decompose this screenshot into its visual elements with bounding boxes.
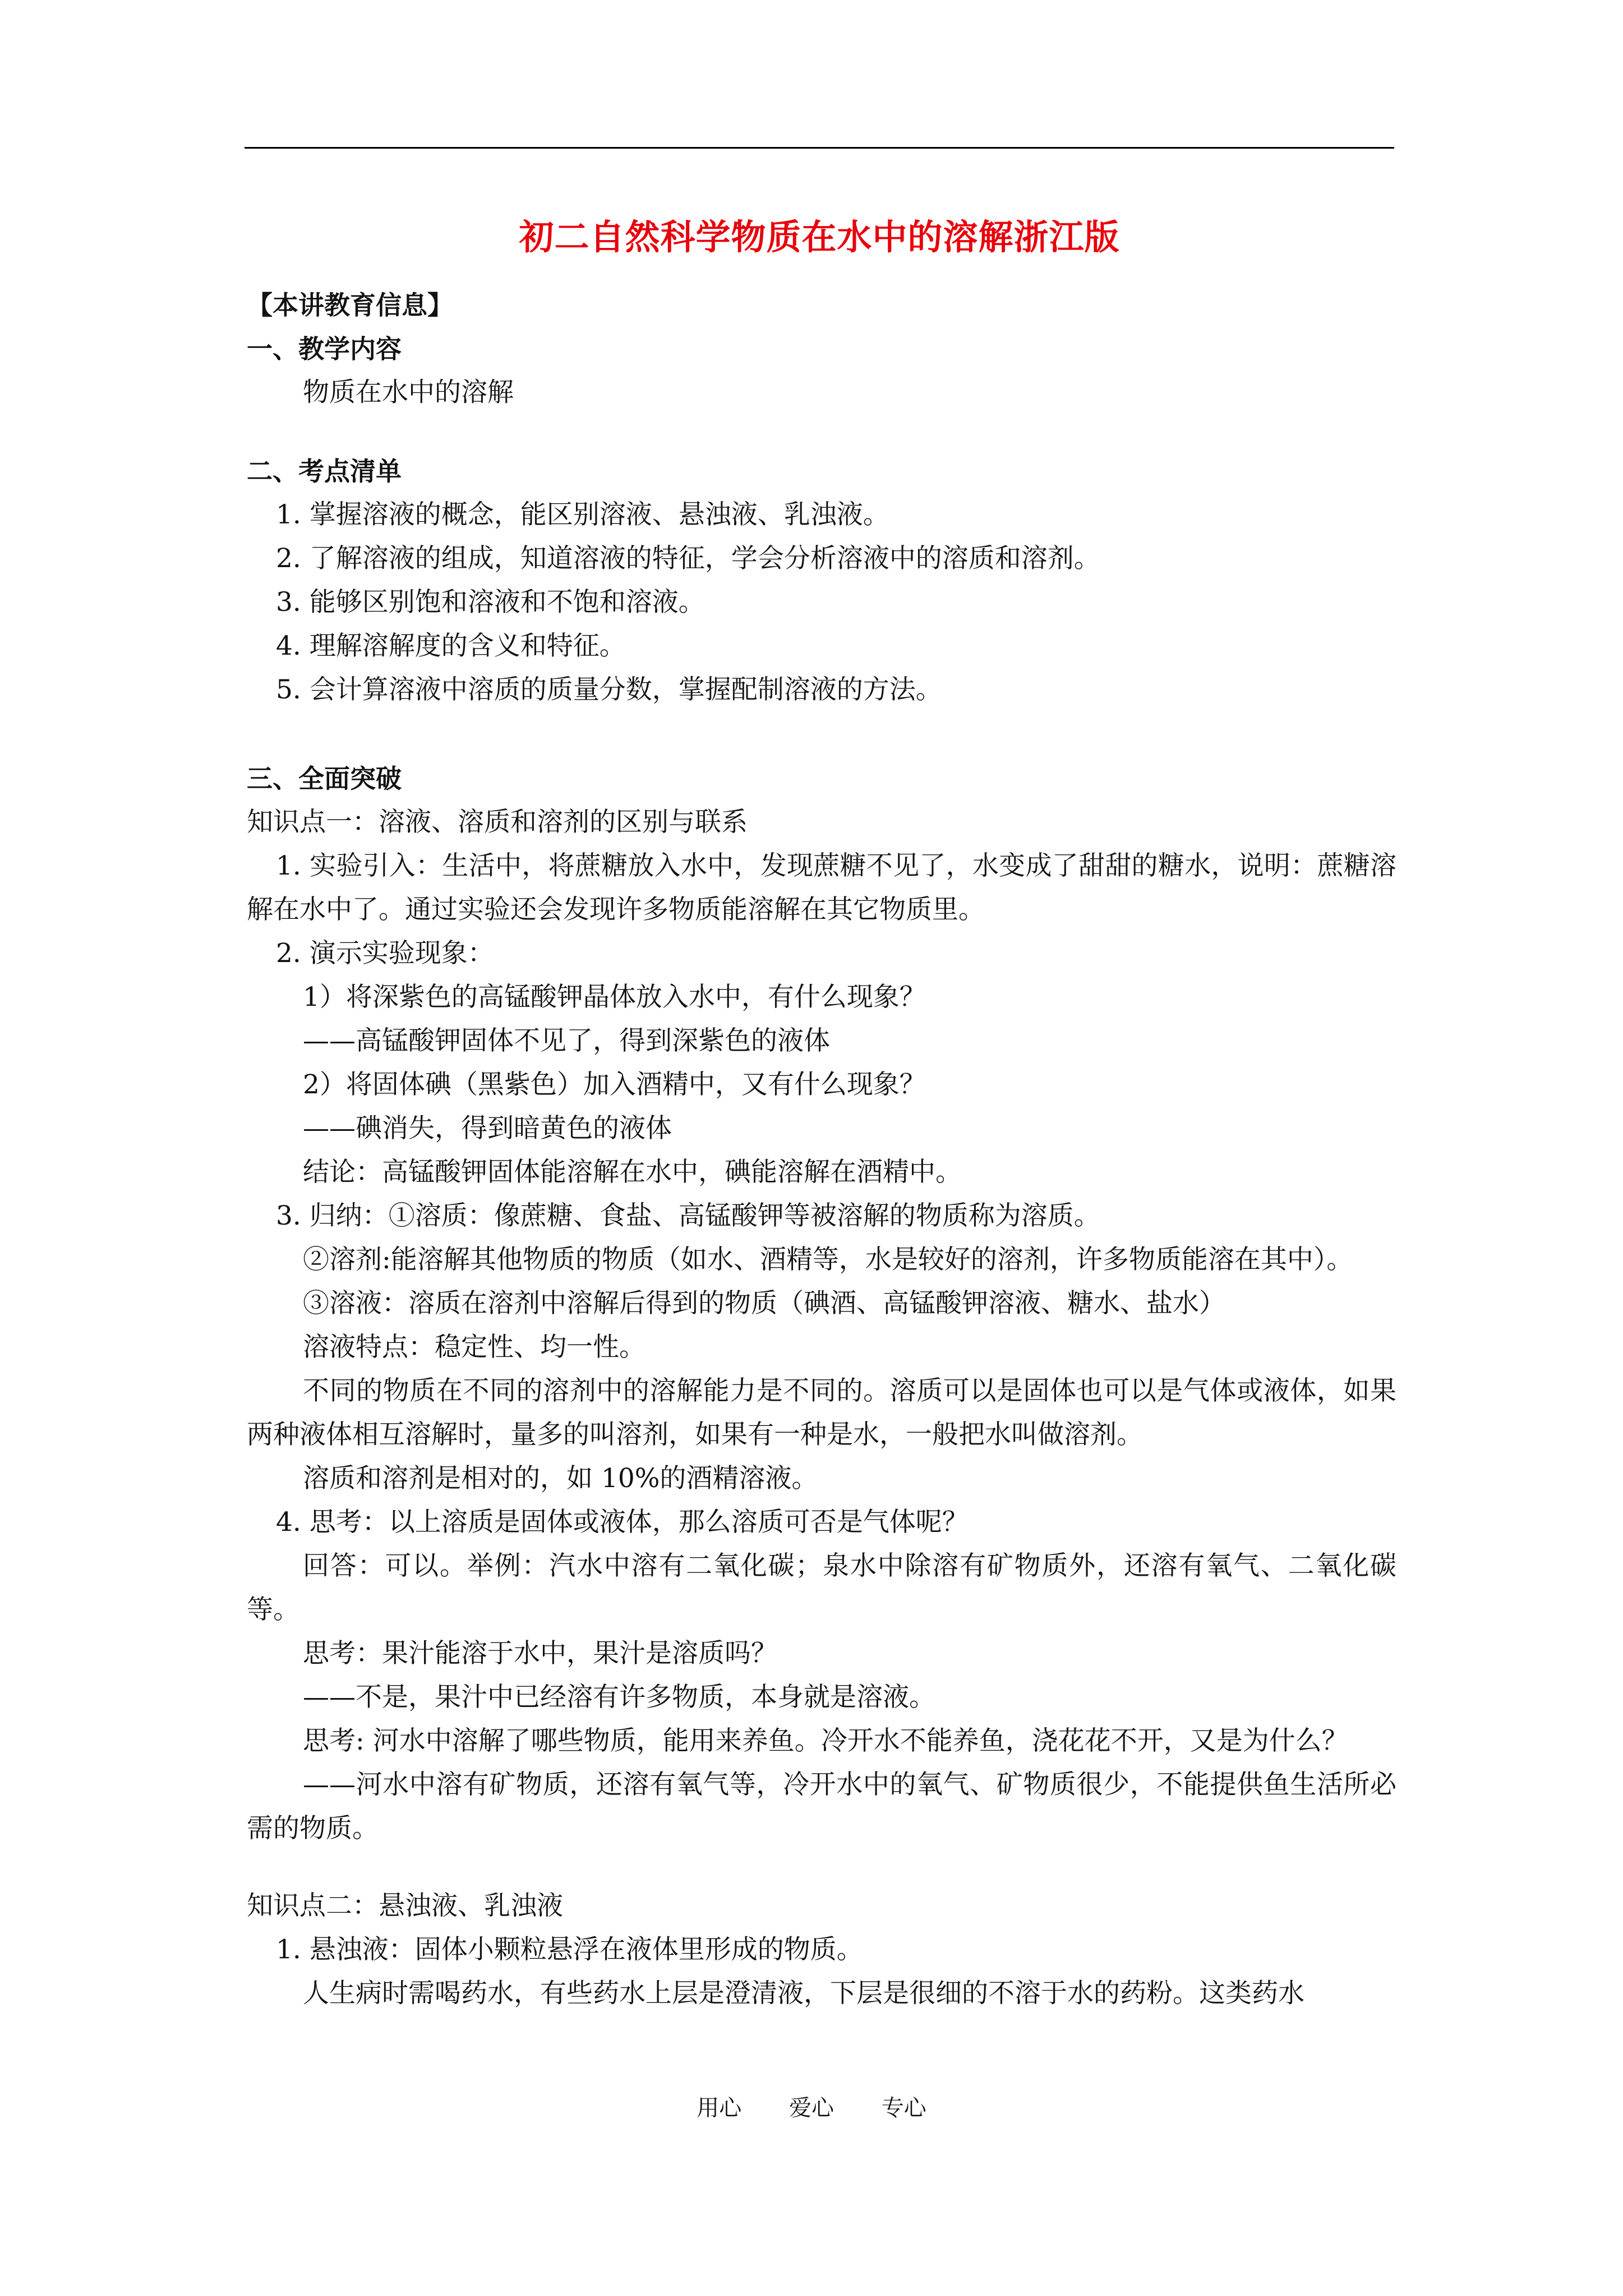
checklist-item: 4. 理解溶解度的含义和特征。 — [276, 631, 626, 661]
paragraph: 结论：高锰酸钾固体能溶解在水中，碘能溶解在酒精中。 — [303, 1157, 962, 1188]
paragraph: 1. 实验引入：生活中，将蔗糖放入水中，发现蔗糖不见了，水变成了甜甜的糖水，说明：蔗糖溶解在水中了。通过实验还会发现许多物质能溶解在其它物质里。 — [247, 850, 1396, 925]
paragraph: ③溶液：溶质在溶剂中溶解后得到的物质（碘酒、高锰酸钾溶液、糖水、盐水） — [303, 1288, 1225, 1319]
checklist-item: 5. 会计算溶液中溶质的质量分数，掌握配制溶液的方法。 — [276, 674, 942, 705]
paragraph: 溶质和溶剂是相对的，如 10%的酒精溶液。 — [303, 1463, 818, 1494]
page-footer — [0, 2091, 1623, 2125]
knowledge-point-1-title: 知识点一：溶液、溶质和溶剂的区别与联系 — [247, 807, 748, 838]
document-body — [247, 283, 1396, 2016]
paragraph: 3. 归纳：①溶质：像蔗糖、食盐、高锰酸钾等被溶解的物质称为溶质。 — [276, 1200, 1100, 1231]
paragraph: ②溶剂:能溶解其他物质的物质（如水、酒精等，水是较好的溶剂，许多物质能溶在其中）。 — [303, 1244, 1353, 1275]
paragraph: 人生病时需喝药水，有些药水上层是澄清液，下层是很细的不溶于水的药粉。这类药水 — [303, 1978, 1304, 2009]
paragraph: 思考: 河水中溶解了哪些物质，能用来养鱼。冷开水不能养鱼，浇花花不开，又是为什么？ — [303, 1726, 1348, 1756]
spacer — [247, 1851, 1396, 1884]
paragraph: 2）将固体碘（黑紫色）加入酒精中，又有什么现象？ — [303, 1069, 926, 1100]
footer-motto-3: 专心 — [881, 2095, 926, 2121]
spacer — [247, 415, 1396, 449]
section1-text: 物质在水中的溶解 — [303, 377, 514, 408]
paragraph: 溶液特点：稳定性、均一性。 — [303, 1332, 645, 1363]
section2-heading: 二、考点清单 — [247, 456, 402, 486]
checklist-item: 1. 掌握溶液的概念，能区别溶液、悬浊液、乳浊液。 — [276, 499, 889, 530]
paragraph: ——不是，果汁中已经溶有许多物质，本身就是溶液。 — [303, 1682, 935, 1713]
page-title: 初二自然科学物质在水中的溶解浙江版 — [519, 217, 1120, 257]
section1-heading: 一、教学内容 — [247, 334, 402, 364]
paragraph: ——河水中溶有矿物质，还溶有氧气等，冷开水中的氧气、矿物质很少，不能提供鱼生活所必需的物质。 — [247, 1769, 1396, 1844]
paragraph: 不同的物质在不同的溶剂中的溶解能力是不同的。溶质可以是固体也可以是气体或液体，如果两种液体相互溶解时，量多的叫溶剂，如果有一种是水，一般把水叫做溶剂。 — [247, 1375, 1396, 1450]
paragraph: 4. 思考：以上溶质是固体或液体，那么溶质可否是气体呢？ — [276, 1507, 969, 1538]
footer-motto-2: 爱心 — [789, 2095, 834, 2121]
paragraph: ——碘消失，得到暗黄色的液体 — [303, 1113, 672, 1144]
section3-heading: 三、全面突破 — [247, 763, 402, 794]
checklist-item: 3. 能够区别饱和溶液和不饱和溶液。 — [276, 587, 705, 618]
header-rule — [245, 147, 1394, 149]
paragraph: ——高锰酸钾固体不见了，得到深紫色的液体 — [303, 1025, 830, 1056]
paragraph: 思考：果汁能溶于水中，果汁是溶质吗？ — [303, 1638, 777, 1669]
info-heading: 【本讲教育信息】 — [247, 290, 453, 320]
knowledge-point-2-title: 知识点二：悬浊液、乳浊液 — [247, 1890, 563, 1921]
footer-motto-1: 用心 — [697, 2095, 742, 2121]
paragraph: 1. 悬浊液：固体小颗粒悬浮在液体里形成的物质。 — [276, 1934, 863, 1965]
paragraph: 回答：可以。举例：汽水中溶有二氧化碳；泉水中除溶有矿物质外，还溶有氧气、二氧化碳等。 — [247, 1550, 1396, 1625]
paragraph: 2. 演示实验现象： — [276, 938, 494, 969]
spacer — [247, 712, 1396, 757]
paragraph: 1）将深紫色的高锰酸钾晶体放入水中，有什么现象？ — [303, 982, 926, 1013]
checklist-item: 2. 了解溶液的组成，知道溶液的特征，学会分析溶液中的溶质和溶剂。 — [276, 543, 1100, 574]
